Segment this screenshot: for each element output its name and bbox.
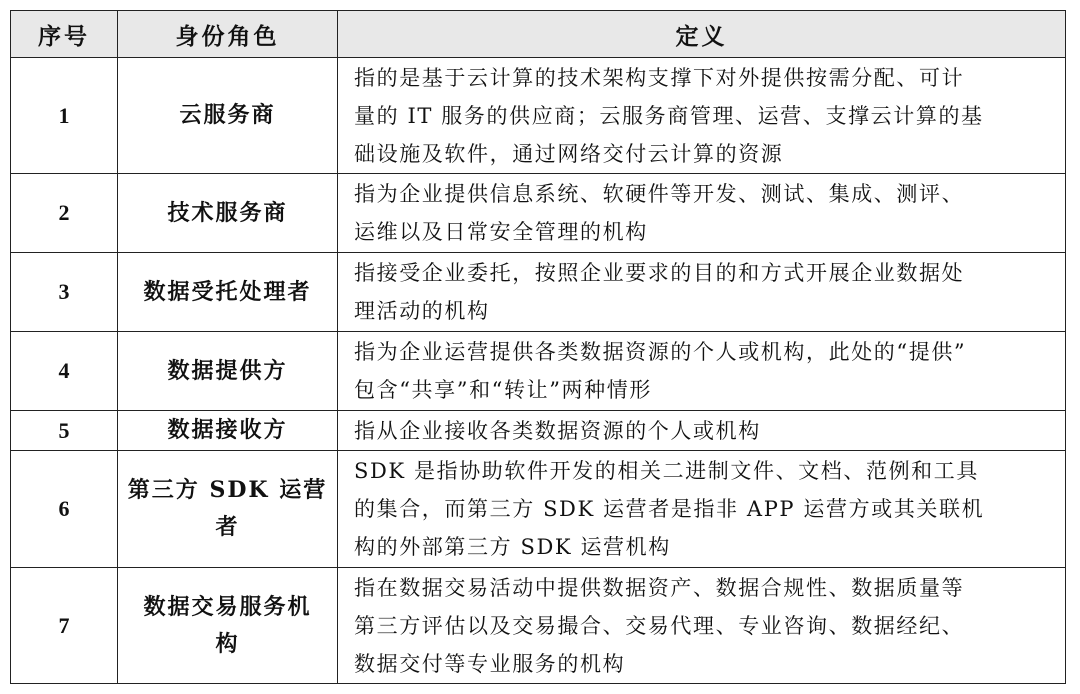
row-role — [118, 253, 338, 332]
row-definition — [338, 411, 1066, 451]
table-row — [11, 253, 1066, 332]
role-text: 者 — [215, 514, 240, 540]
definition-line: 指为企业提供信息系统、软硬件等开发、测试、集成、测评、 — [354, 182, 965, 206]
row-number: 6 — [11, 451, 118, 568]
row-number: 7 — [11, 568, 118, 684]
table-header-row — [11, 11, 1066, 58]
role-text: 数据受托处理者 — [143, 278, 312, 305]
row-number: 5 — [11, 411, 118, 451]
role-text: 构 — [215, 630, 240, 657]
definition-line: 包含“共享”和“转让”两种情形 — [354, 378, 652, 402]
row-role — [118, 174, 338, 253]
row-number: 3 — [11, 253, 118, 332]
role-text: 第三方 SDK 运营 — [127, 477, 328, 503]
row-number: 4 — [11, 332, 118, 411]
definition-line: 量的 IT 服务的供应商；云服务商管理、运营、支撑云计算的基 — [354, 103, 984, 128]
row-role — [118, 411, 338, 451]
role-definition-table — [10, 10, 1066, 684]
header-serial-number: 序号 — [11, 11, 118, 58]
row-definition — [338, 332, 1066, 411]
row-definition — [338, 253, 1066, 332]
row-role — [118, 568, 338, 684]
row-definition — [338, 451, 1066, 568]
row-role — [118, 451, 338, 568]
table-row — [11, 332, 1066, 411]
definition-line: 构的外部第三方 SDK 运营机构 — [354, 535, 671, 559]
definition-line: 第三方评估以及交易撮合、交易代理、专业咨询、数据经纪、 — [354, 613, 965, 638]
row-definition — [338, 568, 1066, 684]
row-number: 2 — [11, 174, 118, 253]
definition-line: 指在数据交易活动中提供数据资产、数据合规性、数据质量等 — [354, 575, 965, 600]
definition-line: 数据交付等专业服务的机构 — [354, 651, 626, 676]
definition-line: 运维以及日常安全管理的机构 — [354, 220, 648, 244]
row-number: 1 — [11, 58, 118, 174]
row-definition — [338, 174, 1066, 253]
definition-line: 指为企业运营提供各类数据资源的个人或机构，此处的“提供” — [354, 340, 967, 364]
row-role — [118, 58, 338, 174]
row-definition — [338, 58, 1066, 174]
header-definition: 定义 — [338, 11, 1066, 58]
role-text: 云服务商 — [179, 102, 276, 128]
definition-line: 指从企业接收各类数据资源的个人或机构 — [354, 418, 761, 443]
header-role: 身份角色 — [118, 11, 338, 58]
table-row — [11, 58, 1066, 174]
table-row — [11, 451, 1066, 568]
role-text: 数据接收方 — [167, 417, 288, 443]
table-row — [11, 411, 1066, 451]
table-row — [11, 568, 1066, 684]
definition-line: 指接受企业委托，按照企业要求的目的和方式开展企业数据处 — [354, 261, 965, 285]
table-row — [11, 174, 1066, 253]
definition-line: 础设施及软件，通过网络交付云计算的资源 — [354, 141, 784, 166]
role-text: 技术服务商 — [167, 199, 288, 226]
definition-table-container — [10, 10, 1065, 684]
definition-line: SDK 是指协助软件开发的相关二进制文件、文档、范例和工具 — [354, 459, 979, 483]
role-text: 数据交易服务机 — [143, 593, 312, 620]
row-role — [118, 332, 338, 411]
definition-line: 的集合，而第三方 SDK 运营者是指非 APP 运营方或其关联机 — [354, 497, 985, 521]
role-text: 数据提供方 — [167, 357, 288, 384]
definition-line: 指的是基于云计算的技术架构支撑下对外提供按需分配、可计 — [354, 65, 965, 90]
definition-line: 理活动的机构 — [354, 299, 490, 323]
